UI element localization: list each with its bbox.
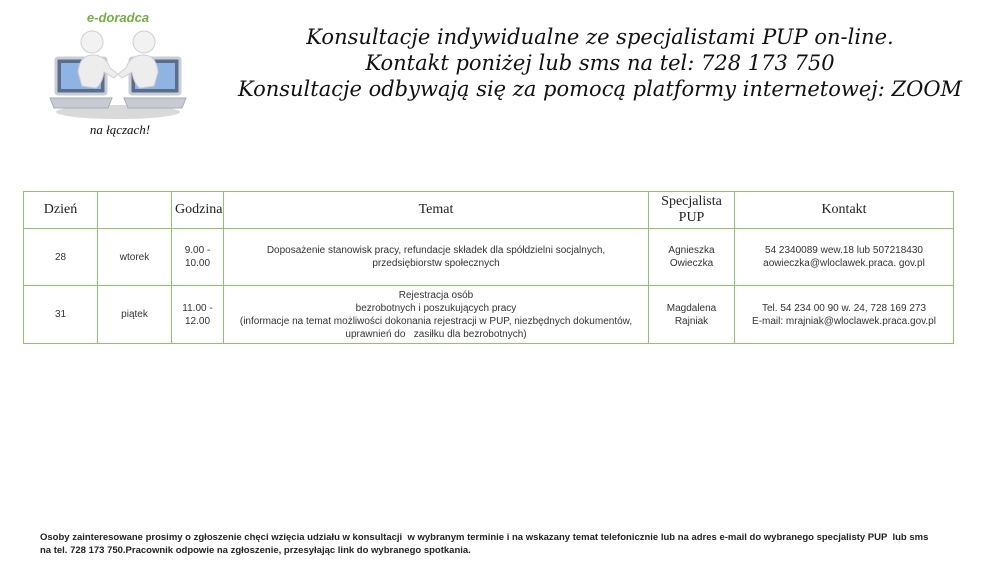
cell-contact: [735, 286, 954, 344]
footer-note-line-2: na tel. 728 173 750.Pracownik odpowie na zgłoszenie, przesyłając link do wybranego spotkania.: [40, 545, 471, 556]
cell-specialist-first-name: Agnieszka: [668, 245, 715, 256]
logo-tagline: na łączach!: [89, 122, 151, 137]
table-row: [24, 286, 954, 344]
cell-topic-line: uprawnień do zasiłku dla bezrobotnych): [345, 328, 527, 340]
cell-time-end: 10.00: [184, 258, 211, 269]
cell-contact-phone: Tel. 54 234 00 90 w. 24, 728 169 273: [761, 302, 927, 314]
header-specialist-line-1: Specjalista: [661, 194, 722, 209]
logo: [40, 6, 190, 136]
headline-line-1: Konsultacje indywidualne ze specjalistami PUP on-line.: [306, 25, 894, 49]
header-specialist: [649, 192, 735, 229]
header-topic: Temat: [224, 192, 649, 229]
cell-time-start: 11.00 -: [182, 302, 213, 314]
cell-topic-line: (informacje na temat możliwości dokonania rejestracji w PUP, niezbędnych dokumentów,: [239, 315, 633, 327]
cell-day: 31: [24, 286, 98, 344]
page-headline: [205, 24, 995, 102]
cell-specialist: [649, 286, 735, 344]
table-header-row: [24, 192, 954, 229]
cell-weekday: piątek: [98, 286, 172, 344]
cell-topic-line: Rejestracja osób: [398, 289, 474, 301]
logo-brand: e-doradca: [86, 10, 150, 25]
cell-weekday: wtorek: [98, 229, 172, 286]
cell-specialist-last-name: Owieczka: [669, 258, 714, 269]
handshake-laptops-icon: [48, 28, 188, 120]
cell-contact: [735, 229, 954, 286]
cell-topic-line: Doposażenie stanowisk pracy, refundacje składek dla spółdzielni socjalnych,: [266, 245, 606, 256]
cell-specialist-first-name: Magdalena: [666, 302, 717, 314]
cell-time-end: 12.00: [184, 315, 211, 327]
header-time: Godzina: [172, 192, 224, 229]
cell-time: [172, 229, 224, 286]
cell-topic: [224, 286, 649, 344]
cell-contact-email: aowieczka@wloclawek.praca. gov.pl: [763, 258, 925, 269]
header-weekday: [98, 192, 172, 229]
headline-line-3: Konsultacje odbywają się za pomocą platformy internetowej: ZOOM: [237, 77, 963, 101]
cell-specialist: [649, 229, 735, 286]
cell-contact-email: E-mail: mrajniak@wloclawek.praca.gov.pl: [752, 315, 936, 327]
cell-day: 28: [24, 229, 98, 286]
consultation-schedule-table: [23, 191, 954, 344]
header-day: Dzień: [24, 192, 98, 229]
cell-topic-line: przedsiębiorstw społecznych: [372, 258, 500, 269]
table-row: [24, 229, 954, 286]
cell-specialist-last-name: Rajniak: [674, 315, 709, 327]
cell-topic-line: bezrobotnych i poszukujących pracy: [355, 302, 517, 314]
cell-contact-phone: 54 2340089 wew.18 lub 507218430: [765, 245, 923, 256]
footer-note-line-1: Osoby zainteresowane prosimy o zgłoszenie chęci wzięcia udziału w konsultacji w wybranym terminie i na wskazany temat telefonicznie lub na adres e-mail do wybranego specjalisty PUP lub sms: [40, 532, 929, 543]
headline-line-2: Kontakt poniżej lub sms na tel: 728 173 750: [365, 51, 835, 75]
footer-note: [40, 531, 985, 557]
cell-time-start: 9.00 -: [184, 245, 211, 256]
header-specialist-line-2: PUP: [678, 210, 705, 225]
header-contact: Kontakt: [735, 192, 954, 229]
cell-time: [172, 286, 224, 344]
cell-topic: [224, 229, 649, 286]
